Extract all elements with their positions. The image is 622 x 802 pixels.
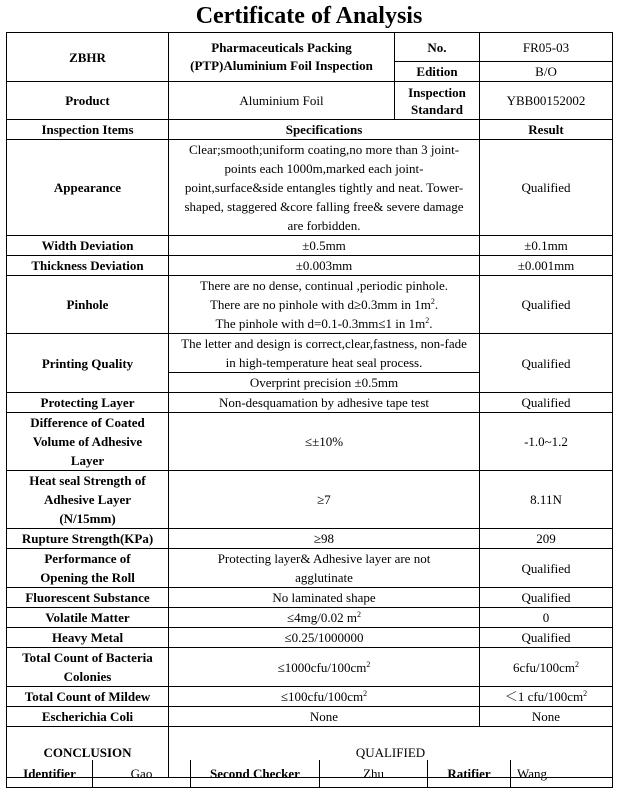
item-result <box>480 648 613 687</box>
item-spec: ≥98 <box>169 529 480 549</box>
item-name: Heat seal Strength of Adhesive Layer (N/15mm) <box>7 471 169 529</box>
edition-label: Edition <box>395 62 480 82</box>
item-name: Total Count of Mildew <box>7 687 169 707</box>
inspection-standard-label: Inspection Standard <box>395 82 480 120</box>
conclusion-value: QUALIFIED <box>169 727 613 778</box>
item-result: Qualified <box>480 276 613 334</box>
certificate-table <box>6 32 613 778</box>
table-row <box>7 334 613 373</box>
spec-text: ≤1000cfu/100cm <box>277 659 367 675</box>
no-label: No. <box>395 33 480 62</box>
item-result: Qualified <box>480 140 613 236</box>
result-text: ＜1 cfu/100cm <box>504 689 584 704</box>
no-value: FR05-03 <box>480 33 613 62</box>
item-name: Appearance <box>7 140 169 236</box>
item-result: ±0.1mm <box>480 236 613 256</box>
document-title: Pharmaceuticals Packing (PTP)Aluminium Foil Inspection <box>169 33 395 82</box>
item-name: Difference of Coated Volume of Adhesive Layer <box>7 413 169 471</box>
item-name: Fluorescent Substance <box>7 588 169 608</box>
item-name: Heavy Metal <box>7 628 169 648</box>
table-row <box>7 256 613 276</box>
item-spec: No laminated shape <box>169 588 480 608</box>
item-spec <box>169 608 480 628</box>
item-result: 8.11N <box>480 471 613 529</box>
item-name: Protecting Layer <box>7 393 169 413</box>
item-result: -1.0~1.2 <box>480 413 613 471</box>
item-name: Volatile Matter <box>7 608 169 628</box>
item-spec: None <box>169 707 480 727</box>
item-result: None <box>480 707 613 727</box>
item-spec: Clear;smooth;uniform coating,no more than 3 joint-points each 1000m,marked each joint-point,surface&side entangles tightly and neat. Tower-shaped, staggered &core falling free& severe damage are forbidden. <box>169 140 480 236</box>
column-header-items: Inspection Items <box>7 120 169 140</box>
inspection-standard-value: YBB00152002 <box>480 82 613 120</box>
table-row <box>7 393 613 413</box>
identifier-value: Gao <box>93 760 191 788</box>
item-result: 0 <box>480 608 613 628</box>
item-spec <box>169 276 480 334</box>
item-result: Qualified <box>480 628 613 648</box>
superscript: 2 <box>356 610 361 619</box>
item-result <box>480 687 613 707</box>
page-title: Certificate of Analysis <box>195 3 423 29</box>
product-value: Aluminium Foil <box>169 82 395 120</box>
item-spec: The letter and design is correct,clear,fastness, non-fade in high-temperature heat seal process. <box>169 334 480 373</box>
ratifier-value: Wang <box>511 760 613 788</box>
table-row <box>7 471 613 529</box>
item-name: Escherichia Coli <box>7 707 169 727</box>
spec-line: The pinhole with d=0.1-0.3mm≤1 in $1m^2$. <box>215 316 433 331</box>
item-spec: ≤0.25/1000000 <box>169 628 480 648</box>
product-label: Product <box>7 82 169 120</box>
edition-value: B/O <box>480 62 613 82</box>
column-header-specifications: Specifications <box>169 120 480 140</box>
superscript: 2 <box>366 659 371 669</box>
superscript: 2 <box>363 689 368 698</box>
conclusion-label: CONCLUSION <box>7 727 169 778</box>
item-result: 209 <box>480 529 613 549</box>
table-row <box>7 549 613 588</box>
table-row <box>7 413 613 471</box>
table-row <box>7 608 613 628</box>
spec-line-text: There are no pinhole with d≥0.3mm in 1m <box>209 297 431 312</box>
superscript: 2 <box>430 297 435 306</box>
table-row <box>7 687 613 707</box>
item-name: Printing Quality <box>7 334 169 393</box>
item-spec: ≤±10% <box>169 413 480 471</box>
table-row <box>7 276 613 334</box>
signature-table <box>6 760 613 788</box>
superscript: 2 <box>425 316 430 325</box>
identifier-label: Identifier <box>7 760 93 788</box>
item-result: Qualified <box>480 588 613 608</box>
item-spec: ±0.5mm <box>169 236 480 256</box>
item-spec: ≥7 <box>169 471 480 529</box>
ratifier-label: Ratifier <box>428 760 511 788</box>
table-row <box>7 648 613 687</box>
spec-line-text: The pinhole with d=0.1-0.3mm≤1 in 1m <box>215 316 426 331</box>
table-row <box>7 707 613 727</box>
item-result: Qualified <box>480 334 613 393</box>
superscript: 2 <box>575 659 580 669</box>
column-header-result: Result <box>480 120 613 140</box>
company-logo-text: ZBHR <box>7 33 169 82</box>
item-name: Width Deviation <box>7 236 169 256</box>
item-result: Qualified <box>480 393 613 413</box>
item-result: ±0.001mm <box>480 256 613 276</box>
item-name: Performance of Opening the Roll <box>7 549 169 588</box>
spec-line: There are no pinhole with d≥0.3mm in $1m^2$. <box>209 297 439 312</box>
table-row <box>7 588 613 608</box>
item-spec <box>169 687 480 707</box>
item-spec-sub: Overprint precision ±0.5mm <box>169 373 480 393</box>
table-row <box>7 628 613 648</box>
spec-text: ≤100cfu/100cm <box>280 689 364 704</box>
item-spec: Non-desquamation by adhesive tape test <box>169 393 480 413</box>
table-row <box>7 140 613 236</box>
item-name: Rupture Strength(KPa) <box>7 529 169 549</box>
item-result: Qualified <box>480 549 613 588</box>
second-checker-value: Zhu <box>320 760 428 788</box>
item-name: Total Count of Bacteria Colonies <box>7 648 169 687</box>
spec-line: There are no dense, continual ,periodic pinhole. <box>200 278 448 293</box>
item-name: Thickness Deviation <box>7 256 169 276</box>
table-row <box>7 529 613 549</box>
second-checker-label: Second Checker <box>191 760 320 788</box>
item-spec: ±0.003mm <box>169 256 480 276</box>
item-spec: Protecting layer& Adhesive layer are not agglutinate <box>169 549 480 588</box>
item-spec <box>169 648 480 687</box>
spec-text: ≤4mg/0.02 m <box>287 610 357 625</box>
superscript: 2 <box>583 689 588 698</box>
item-name: Pinhole <box>7 276 169 334</box>
result-text: 6cfu/100cm <box>512 659 576 675</box>
table-row <box>7 236 613 256</box>
